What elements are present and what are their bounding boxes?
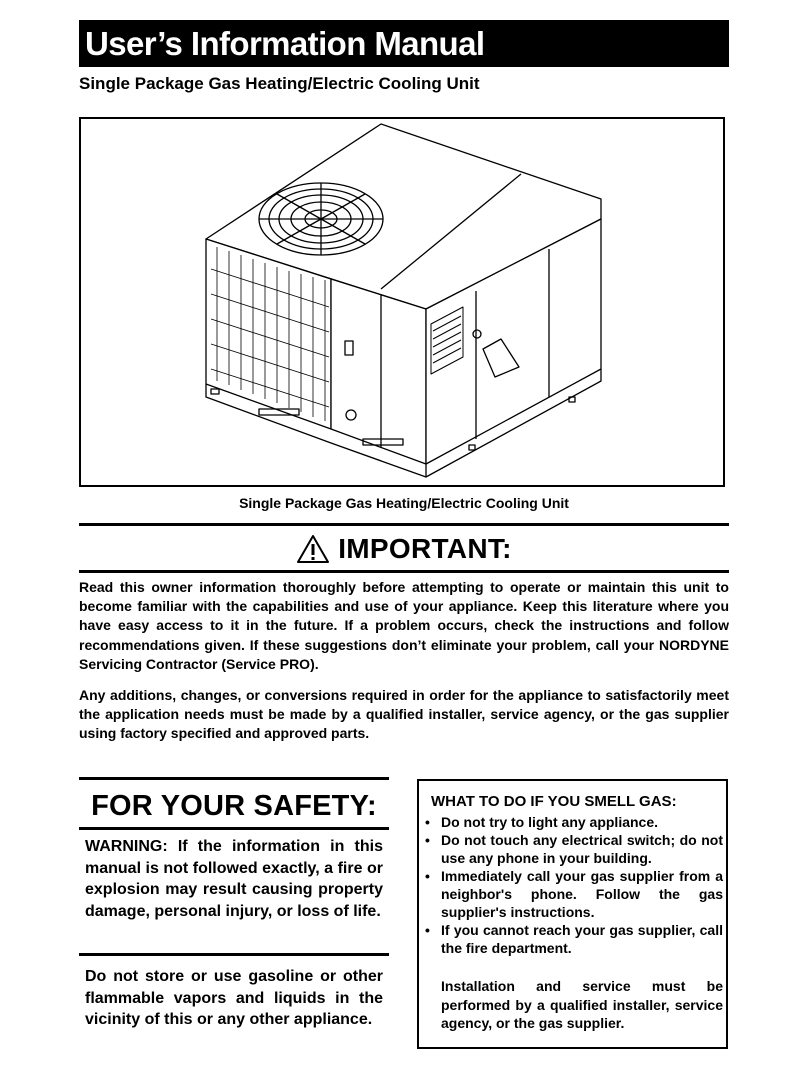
important-label: IMPORTANT: (338, 533, 512, 564)
rooftop-unit-illustration (81, 119, 723, 485)
important-paragraph-2: Any additions, changes, or conversions required in order for the appliance to satisfactorily meet the application needs must be made by a qualified installer, service agency, or the gas supplier using factory specified and approved parts. (79, 687, 729, 742)
gas-smell-list (423, 813, 723, 957)
bullet-icon: • (425, 922, 430, 938)
gas-smell-heading: WHAT TO DO IF YOU SMELL GAS: (431, 793, 677, 810)
gas-smell-box (417, 779, 728, 1049)
list-item: • Immediately call your gas supplier from a neighbor's phone. Follow the gas supplier's instructions. (425, 868, 723, 920)
safety-heading: FOR YOUR SAFETY: (91, 790, 377, 822)
page-subtitle: Single Package Gas Heating/Electric Cooling Unit (79, 74, 480, 93)
important-paragraph-1: Read this owner information thoroughly before attempting to operate or maintain this unit to become familiar with the capabilities and use of your appliance. Keep this literature where you have easy access to it in the future. If a problem occurs, check the instructions and follow recommendations given. If these suggestions don’t eliminate your problem, call your NORDYNE Servicing Contractor (Service PRO). (79, 579, 729, 672)
important-heading (79, 533, 729, 569)
bullet-icon: • (425, 814, 430, 830)
safety-warning: WARNING: If the information in this manual is not followed exactly, a fire or explosion may result causing property damage, personal injury, or loss of life. (85, 838, 383, 920)
important-divider (79, 570, 729, 573)
product-figure (79, 117, 725, 487)
safety-mid-rule (79, 827, 389, 830)
safety-divider (79, 953, 389, 956)
list-item: • Do not try to light any appliance. (425, 814, 659, 830)
list-item: • Do not touch any electrical switch; do not use any phone in your building. (425, 832, 723, 866)
page-title: User’s Information Manual (85, 25, 485, 62)
gas-smell-note: Installation and service must be performed by a qualified installer, service agency, or the gas supplier. (441, 978, 723, 1031)
warning-triangle-icon (296, 534, 330, 564)
safety-storage-warning: Do not store or use gasoline or other flammable vapors and liquids in the vicinity of this or any other appliance. (85, 968, 383, 1028)
safety-top-rule (79, 777, 389, 780)
section-divider (79, 523, 729, 526)
list-item: • If you cannot reach your gas supplier, call the fire department. (425, 922, 723, 956)
title-bar (79, 20, 729, 67)
figure-caption: Single Package Gas Heating/Electric Cooling Unit (239, 495, 569, 511)
bullet-icon: • (425, 868, 430, 884)
bullet-icon: • (425, 832, 430, 848)
